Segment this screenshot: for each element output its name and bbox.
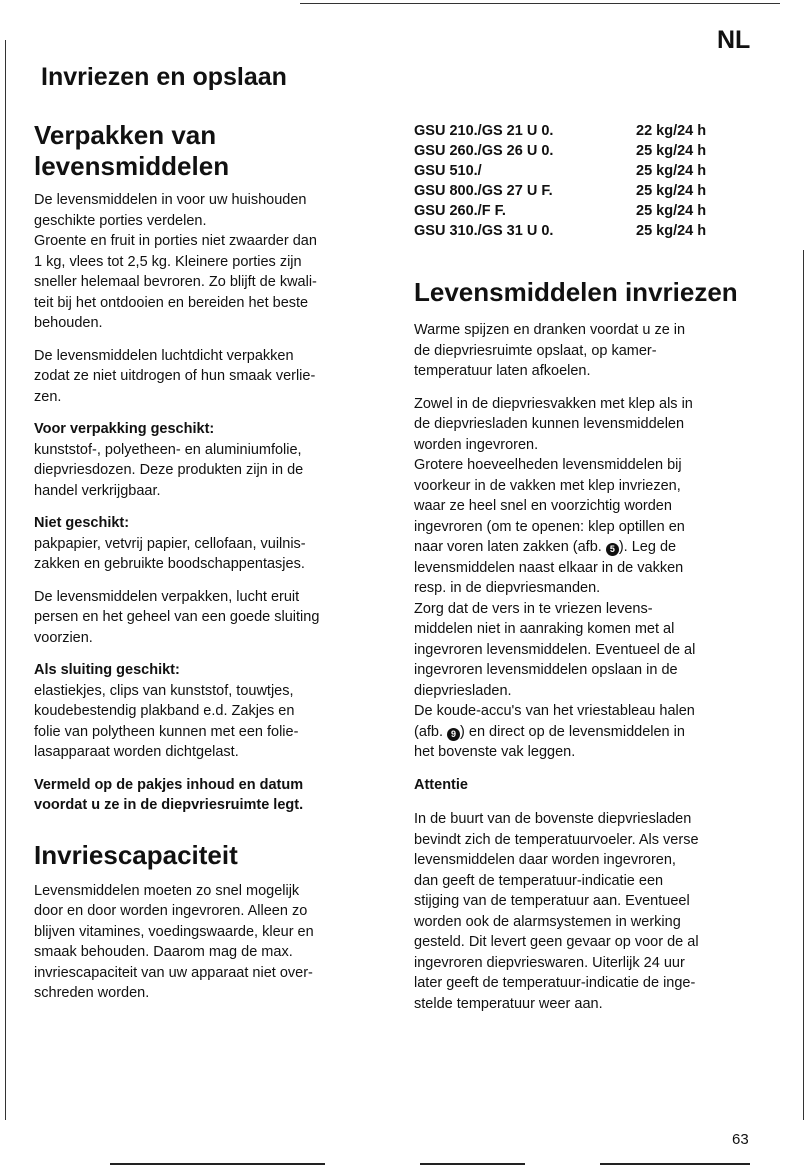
paragraph-text: ). Leg de levensmiddelen naast elkaar in de vakken resp. in de diepvriesmanden. Zorg dat de vers in te vriezen levens- middelen niet in aanraking komen met al ingevroren levensmiddelen. Eventueel de al ingevroren levensmiddelen opslaan in de diepvriesladen. De koude-accu's van het vriestableau halen (afb. [414, 539, 696, 740]
paragraph: Warme spijzen en dranken voordat u ze in de diepvriesruimte opslaat, op kamer- temperatuur laten afkoelen. [414, 322, 686, 379]
table-row [414, 221, 706, 241]
table-row [414, 161, 706, 181]
capacity-cell: 25 kg/24 h [636, 183, 707, 199]
label-als-sluiting: Als sluiting geschikt: [34, 662, 180, 678]
bold-note: Vermeld op de pakjes inhoud en datum voordat u ze in de diepvriesruimte legt. [34, 776, 304, 813]
left-column [34, 120, 370, 1016]
section-heading-verpakken: Verpakken van levensmiddelen [34, 120, 230, 181]
label-niet-geschikt: Niet geschikt: [34, 515, 130, 531]
model-cell: GSU 510./ [414, 163, 482, 179]
bottom-rule [420, 1163, 525, 1165]
paragraph [34, 513, 370, 575]
model-cell: GSU 260./F F. [414, 203, 506, 219]
attentie-label: Attentie [414, 776, 468, 793]
capacity-cell: 25 kg/24 h [636, 203, 707, 219]
capacity-cell: 22 kg/24 h [636, 123, 707, 139]
figure-ref-icon: 9 [447, 728, 460, 741]
bottom-rule [600, 1163, 750, 1165]
section-heading-invriezen: Levensmiddelen invriezen [414, 277, 738, 307]
capacity-cell: 25 kg/24 h [636, 143, 707, 159]
language-code: NL [717, 26, 751, 54]
paragraph [34, 419, 370, 501]
section-heading-capaciteit: Invriescapaciteit [34, 839, 238, 870]
table-row [414, 201, 706, 221]
top-edge-rule [300, 3, 780, 4]
paragraph: In de buurt van de bovenste diepvriesladen bevindt zich de temperatuurvoeler. Als verse levensmiddelen daar worden ingevroren, dan geeft de temperatuur-indicatie een stijging van de temperatuur aan. Eventueel worden ook de alarmsystemen in werking gesteld. Dit levert geen gevaar op voor de al ingevroren diepvrieswaren. Uiterlijk 24 uur later geeft de temperatuur-indicatie de inge- stelde temperatuur weer aan. [414, 811, 699, 1012]
paragraph-text: ) en direct op de levensmiddelen in het bovenste vak leggen. [414, 723, 685, 760]
paragraph: De levensmiddelen in voor uw huishouden geschikte porties verdelen. Groente en fruit in porties niet zwaarder dan 1 kg, vlees tot 2,5 kg. Kleinere porties zijn sneller helemaal bevroren. Zo blijft de kwali- teit bij het ontdooien en bereiden het beste behouden. [34, 192, 317, 331]
table-row [414, 141, 706, 161]
paragraph: De levensmiddelen luchtdicht verpakken zodat ze niet uitdrogen of hun smaak verlie- zen. [34, 347, 316, 405]
paragraph-text: Zowel in de diepvriesvakken met klep als in de diepvriesladen kunnen levensmiddelen worden ingevroren. Grotere hoeveelheden levensmiddelen bij voorkeur in de vakken met klep invriezen, waar ze heel snel en voorzichtig worden ingevroren (om te openen: klep optillen en naar voren laten zakken (afb. [414, 395, 693, 555]
model-cell: GSU 260./GS 26 U 0. [414, 143, 554, 159]
paragraph-text: elastiekjes, clips van kunststof, touwtjes, koudebestendig plakband e.d. Zakjes en folie van polytheen kunnen met een folie- lasapparaat worden dichtgelast. [34, 682, 299, 760]
table-row [414, 121, 706, 141]
margin-bar [803, 250, 804, 1120]
capacity-cell: 25 kg/24 h [636, 223, 707, 239]
paragraph-text: pakpapier, vetvrij papier, cellofaan, vuilnis- zakken en gebruikte boodschappentasjes. [34, 535, 306, 572]
model-cell: GSU 310./GS 31 U 0. [414, 223, 554, 239]
paragraph [34, 660, 370, 763]
model-cell: GSU 210./GS 21 U 0. [414, 123, 554, 139]
page-title: Invriezen en opslaan [41, 63, 287, 91]
paragraph: Levensmiddelen moeten zo snel mogelijk door en door worden ingevroren. Alleen zo blijven vitamines, voedingswaarde, kleur en smaak behouden. Daarom mag de max. invriescapaciteit van uw apparaat niet over- schreden worden. [34, 882, 314, 1001]
table-row [414, 181, 706, 201]
figure-ref-icon: 5 [606, 543, 619, 556]
bottom-rule [110, 1163, 325, 1165]
label-voor-verpakking: Voor verpakking geschikt: [34, 421, 215, 437]
margin-bar [5, 40, 6, 1120]
capacity-table [414, 121, 706, 241]
page-number: 63 [732, 1131, 749, 1148]
paragraph: De levensmiddelen verpakken, lucht eruit persen en het geheel van een goede sluiting voorzien. [34, 588, 320, 646]
capacity-cell: 25 kg/24 h [636, 163, 707, 179]
right-column [414, 121, 754, 1026]
paragraph-text: kunststof-, polyetheen- en aluminiumfolie, diepvriesdozen. Deze produkten zijn in de handel verkrijgbaar. [34, 441, 304, 499]
model-cell: GSU 800./GS 27 U F. [414, 183, 553, 199]
paragraph [414, 394, 754, 763]
